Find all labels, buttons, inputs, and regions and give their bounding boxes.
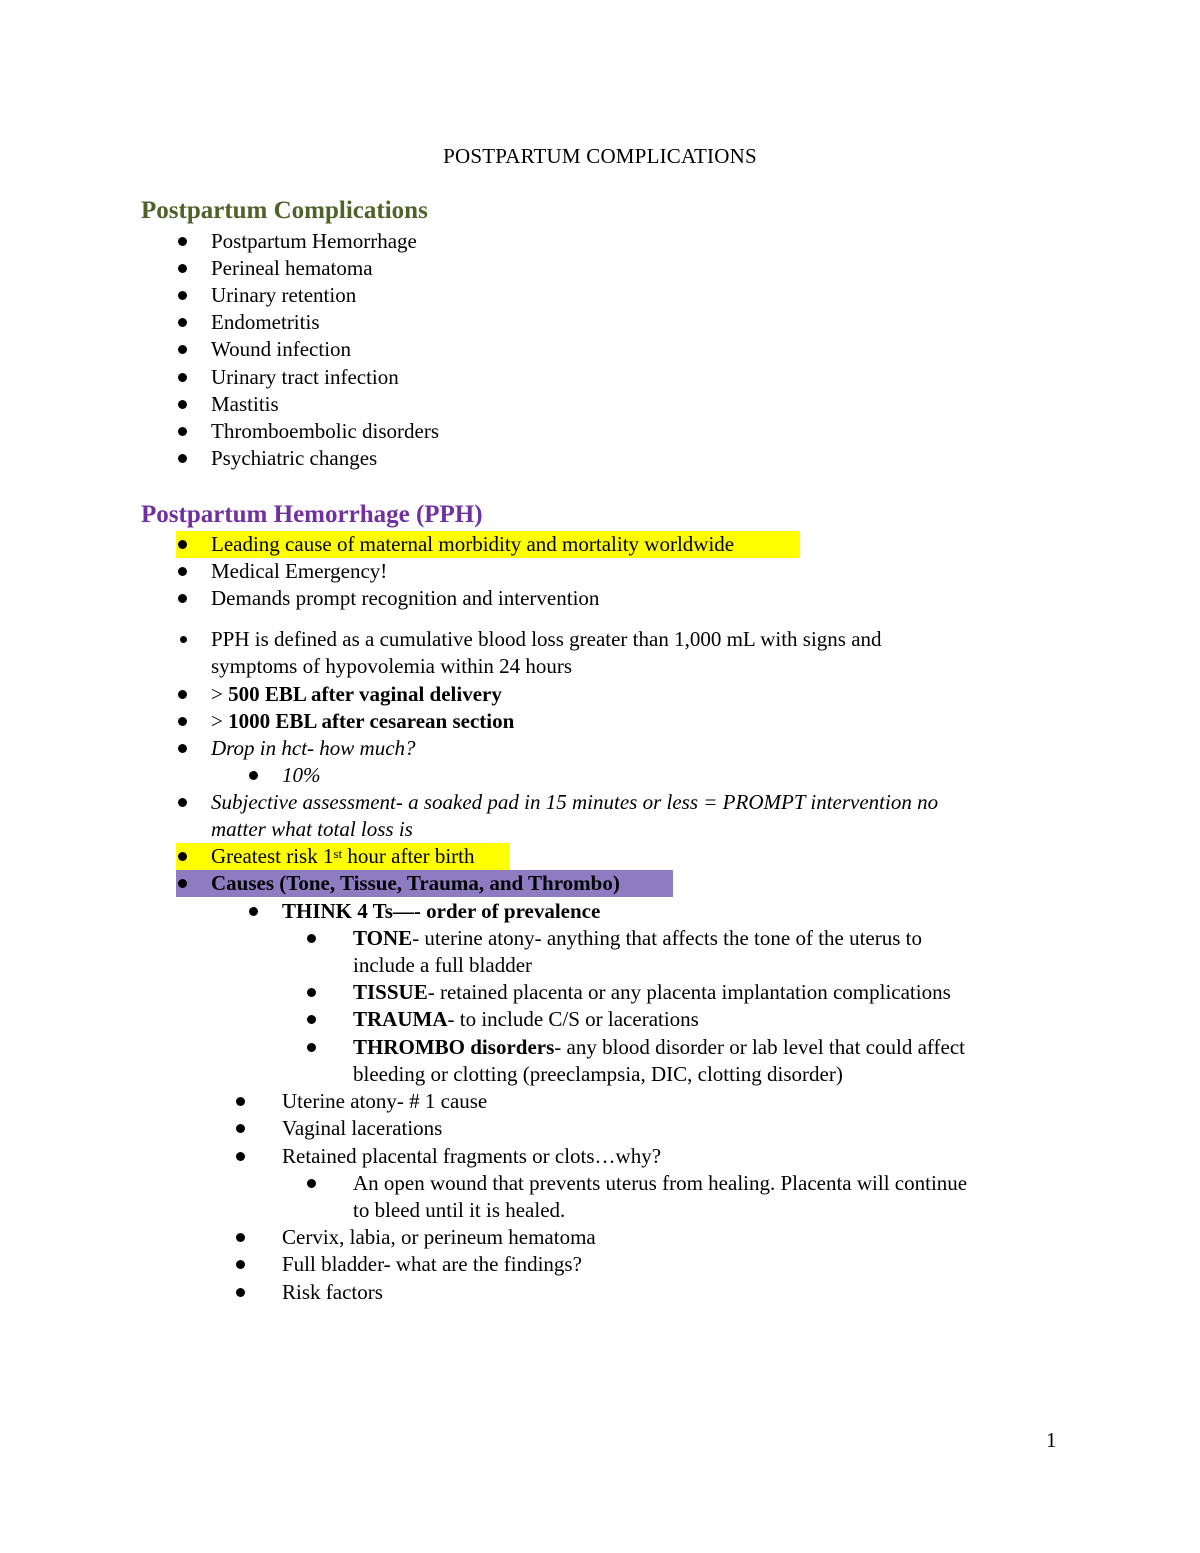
- bullet-icon: [178, 798, 187, 807]
- greater-than-symbol: >: [211, 682, 223, 706]
- list-item-retained: Retained placental fragments or clots…why?: [282, 1144, 662, 1168]
- tone-label: TONE: [353, 926, 413, 950]
- greater-than-symbol: >: [211, 709, 223, 733]
- list-item-ebl-cesarean: [211, 708, 514, 735]
- ebl-vaginal-text: 500 EBL after vaginal delivery: [228, 682, 502, 706]
- list-item: Thromboembolic disorders: [211, 419, 440, 443]
- bullet-icon: [178, 852, 187, 861]
- drop-hct-value: 10%: [282, 763, 321, 787]
- list-item: Mastitis: [211, 392, 279, 416]
- bullet-icon: [178, 879, 187, 888]
- list-item-leading-cause: Leading cause of maternal morbidity and mortality worldwide: [211, 532, 735, 556]
- list-item: Perineal hematoma: [211, 256, 373, 280]
- thrombo-label: THROMBO disorders: [353, 1035, 555, 1059]
- bullet-icon: [236, 1124, 245, 1133]
- section-heading-complications: Postpartum Complications: [141, 197, 428, 224]
- list-item-subjective-line2: [211, 816, 413, 843]
- bullet-icon: [178, 400, 187, 409]
- list-item-causes: [211, 870, 620, 897]
- bullet-icon: [236, 1152, 245, 1161]
- list-item-pph-defined-line2: symptoms of hypovolemia within 24 hours: [211, 654, 573, 678]
- list-item-vaginal-lacerations: Vaginal lacerations: [282, 1116, 443, 1140]
- tissue-text: - retained placenta or any placenta implantation complications: [427, 980, 951, 1004]
- list-item-drop-hct: [211, 735, 416, 762]
- list-item-open-wound-line2: to bleed until it is healed.: [353, 1198, 566, 1222]
- list-item: Postpartum Hemorrhage: [211, 229, 417, 253]
- bullet-icon: [307, 1015, 316, 1024]
- list-item-full-bladder: Full bladder- what are the findings?: [282, 1252, 582, 1276]
- bullet-icon: [249, 907, 258, 916]
- think-4ts-text: THINK 4 Ts: [282, 899, 393, 923]
- list-item: Urinary tract infection: [211, 365, 399, 389]
- list-item-medical-emergency: Medical Emergency!: [211, 559, 388, 583]
- bullet-icon: [178, 291, 187, 300]
- list-item-pph-defined-line1: PPH is defined as a cumulative blood loss greater than 1,000 mL with signs and: [211, 627, 882, 651]
- bullet-icon: [307, 1043, 316, 1052]
- list-item-thrombo: [353, 1034, 965, 1061]
- bullet-icon: [178, 717, 187, 726]
- ebl-cesarean-text: 1000 EBL after cesarean section: [228, 709, 515, 733]
- causes-text: Causes (Tone, Tissue, Trauma, and Thrombo): [211, 871, 620, 895]
- bullet-icon: [236, 1288, 245, 1297]
- trauma-text: - to include C/S or lacerations: [447, 1007, 699, 1031]
- list-item-cervix: Cervix, labia, or perineum hematoma: [282, 1225, 596, 1249]
- bullet-icon: [178, 318, 187, 327]
- list-item-subjective-line1: [211, 789, 938, 816]
- list-item-demands: Demands prompt recognition and intervention: [211, 586, 600, 610]
- bullet-icon: [307, 934, 316, 943]
- bullet-icon: [178, 264, 187, 273]
- list-item-uterine-atony: Uterine atony- # 1 cause: [282, 1089, 488, 1113]
- bullet-icon: [178, 237, 187, 246]
- drop-hct-text: Drop in hct- how much?: [211, 736, 416, 760]
- list-item: Psychiatric changes: [211, 446, 378, 470]
- greatest-risk-text: Greatest risk 1: [211, 844, 334, 868]
- tone-text: - uterine atony- anything that affects the tone of the uterus to: [412, 926, 923, 950]
- subjective-text-2: matter what total loss is: [211, 817, 413, 841]
- bullet-icon: [307, 1179, 316, 1188]
- bullet-icon: [178, 373, 187, 382]
- list-item-think-4ts: [282, 898, 600, 925]
- bullet-icon: [236, 1097, 245, 1106]
- subjective-text-1: Subjective assessment- a soaked pad in 15 minutes or less = PROMPT intervention no: [211, 790, 939, 814]
- list-item-open-wound-line1: An open wound that prevents uterus from healing. Placenta will continue: [353, 1171, 968, 1195]
- greatest-risk-text-end: hour after birth: [342, 844, 475, 868]
- list-item: Urinary retention: [211, 283, 357, 307]
- bullet-icon: [236, 1260, 245, 1269]
- bullet-icon: [307, 988, 316, 997]
- list-item-drop-hct-value: [282, 762, 321, 789]
- list-item-greatest-risk: [211, 843, 475, 870]
- list-item-risk-factors: Risk factors: [282, 1280, 383, 1304]
- list-item-tone-line2: include a full bladder: [353, 953, 533, 977]
- bullet-icon: [178, 690, 187, 699]
- list-item: Endometritis: [211, 310, 320, 334]
- bullet-icon: [178, 540, 187, 549]
- page-title: POSTPARTUM COMPLICATIONS: [443, 144, 757, 168]
- tissue-label: TISSUE: [353, 980, 428, 1004]
- list-item-ebl-vaginal: [211, 681, 502, 708]
- page-number: 1: [1046, 1428, 1057, 1452]
- list-item-thrombo-line2: bleeding or clotting (preeclampsia, DIC, clotting disorder): [353, 1062, 843, 1086]
- trauma-label: TRAUMA: [353, 1007, 448, 1031]
- list-item-trauma: [353, 1006, 699, 1033]
- list-item-tone: [353, 925, 922, 952]
- bullet-icon: [178, 345, 187, 354]
- bullet-icon: [178, 454, 187, 463]
- bullet-icon: [178, 567, 187, 576]
- bullet-icon: [178, 744, 187, 753]
- ordinal-suffix: st: [333, 846, 343, 861]
- bullet-icon: [180, 636, 187, 643]
- section-heading-pph: Postpartum Hemorrhage (PPH): [141, 501, 483, 528]
- bullet-icon: [249, 771, 258, 780]
- thrombo-text: - any blood disorder or lab level that could affect: [554, 1035, 965, 1059]
- list-item-tissue: [353, 979, 951, 1006]
- bullet-icon: [178, 594, 187, 603]
- bullet-icon: [178, 427, 187, 436]
- list-item: Wound infection: [211, 337, 352, 361]
- bullet-icon: [236, 1233, 245, 1242]
- think-4ts-suffix: —- order of prevalence: [392, 899, 601, 923]
